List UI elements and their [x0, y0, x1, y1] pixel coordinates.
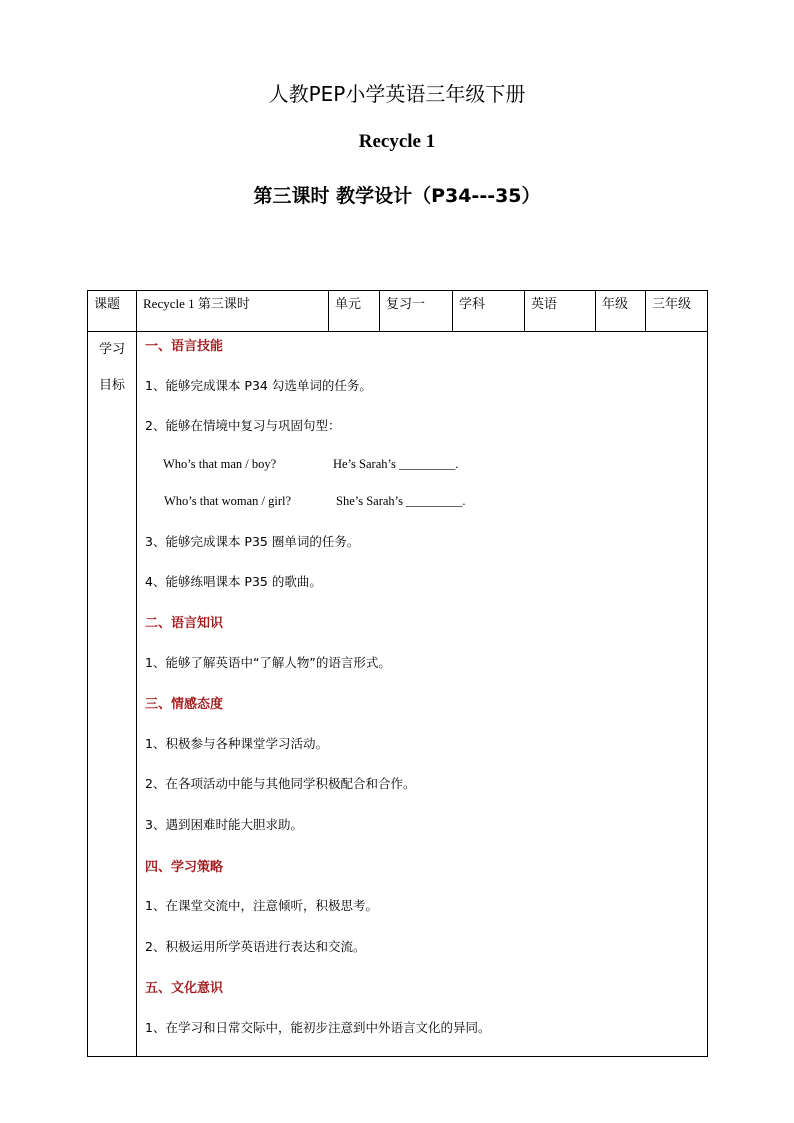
objective-item: 1、能够了解英语中“了解人物”的语言形式。 [145, 655, 391, 670]
section-heading: 三、情感态度 [145, 697, 224, 712]
subject-label: 学科 [459, 297, 486, 312]
section-heading: 二、语言知识 [145, 616, 224, 631]
grade-value-cell [646, 291, 708, 332]
objective-item: 2、在各项活动中能与其他同学积极配合和合作。 [145, 776, 416, 791]
objective-item: 1、在课堂交流中，注意倾听，积极思考。 [145, 898, 378, 913]
objectives-label-line1: 学习 [98, 342, 125, 357]
subject-value-cell [525, 291, 596, 332]
objectives-content [137, 332, 707, 1056]
section-heading: 四、学习策略 [145, 860, 224, 875]
objective-item: 2、能够在情境中复习与巩固句型： [145, 418, 341, 433]
unit-label-cell [329, 291, 380, 332]
example-question: Who’s that woman / girl? [164, 494, 292, 508]
example-question: Who’s that man / boy? [163, 457, 277, 471]
topic-label-cell [88, 291, 137, 332]
topic-value: Recycle 1 第三课时 [143, 296, 250, 311]
objective-item: 1、积极参与各种课堂学习活动。 [145, 736, 328, 751]
objective-item: 2、积极运用所学英语进行表达和交流。 [145, 939, 366, 954]
example-answer: She’s Sarah’s _________. [336, 494, 466, 508]
objective-item: 1、能够完成课本 P34 勾选单词的任务。 [145, 378, 372, 393]
lesson-title: 第三课时 教学设计（P34---35） [253, 185, 541, 207]
grade-label-cell [596, 291, 646, 332]
example-answer: He’s Sarah’s _________. [333, 457, 459, 471]
grade-value: 三年级 [652, 297, 692, 312]
objectives-content-cell [137, 332, 708, 1057]
header-row [88, 291, 708, 332]
objective-item: 3、遇到困难时能大胆求助。 [145, 817, 303, 832]
objectives-row [88, 332, 708, 1057]
objective-item: 4、能够练唱课本 P35 的歌曲。 [145, 574, 322, 589]
subject-value: 英语 [531, 297, 558, 312]
unit-value-cell [380, 291, 453, 332]
lesson-plan-table [87, 290, 708, 1057]
unit-label: 单元 [335, 297, 362, 312]
section-heading: 五、文化意识 [145, 981, 224, 996]
unit-title: Recycle 1 [358, 131, 436, 152]
objective-item: 1、在学习和日常交际中，能初步注意到中外语言文化的异同。 [145, 1020, 491, 1035]
grade-label: 年级 [602, 297, 629, 312]
document-title: 人教PEP小学英语三年级下册 [268, 82, 526, 106]
objective-item: 3、能够完成课本 P35 圈单词的任务。 [145, 534, 360, 549]
subject-label-cell [453, 291, 525, 332]
topic-value-cell [137, 291, 329, 332]
topic-label: 课题 [94, 297, 121, 312]
objectives-label-cell [88, 332, 137, 1057]
section-heading: 一、语言技能 [145, 339, 224, 354]
unit-value: 复习一 [386, 297, 426, 312]
objectives-label-line2: 目标 [98, 378, 125, 393]
